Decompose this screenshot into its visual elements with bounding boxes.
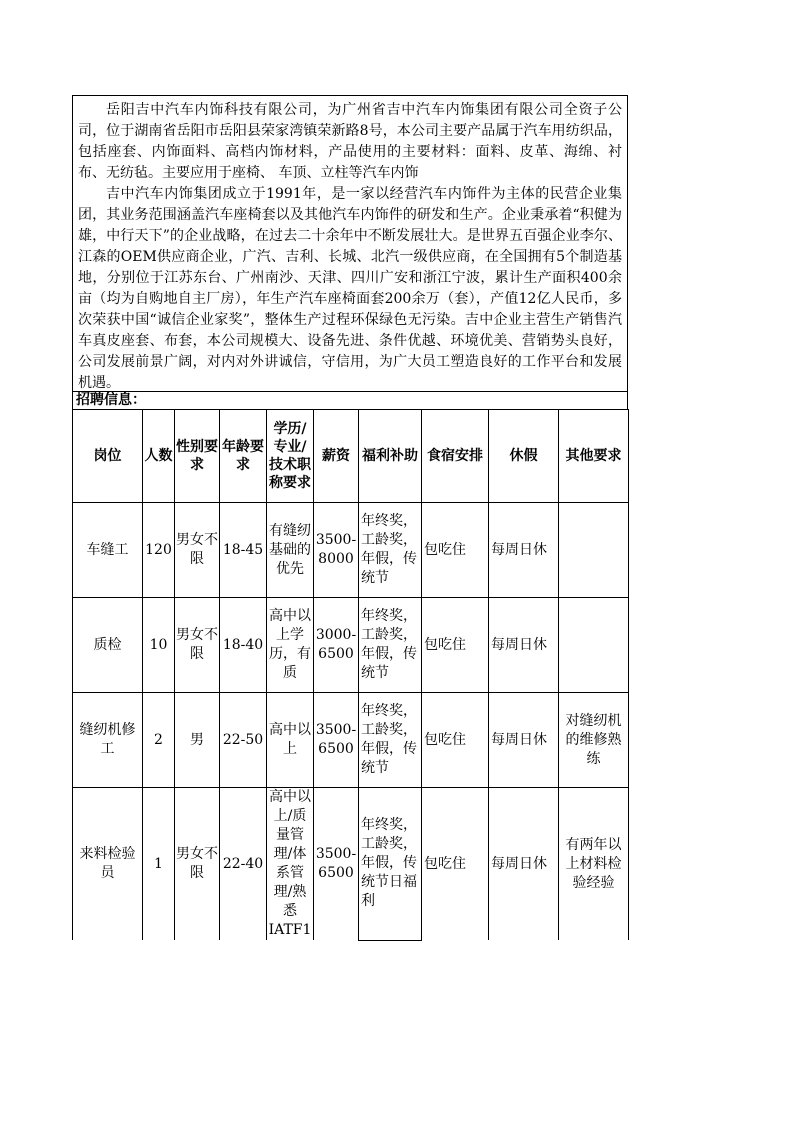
- cell-education-text: 有缝纫基础的优先: [269, 522, 311, 577]
- cell-welfare: [359, 503, 422, 598]
- cell-education: [267, 598, 314, 693]
- cell-count: 120: [143, 503, 175, 598]
- cell-count: 1: [143, 788, 175, 941]
- cell-meals: 包吃住: [422, 693, 489, 788]
- cell-welfare: [359, 693, 422, 788]
- cell-welfare: [359, 788, 422, 941]
- cell-leave: 每周日休: [489, 598, 559, 693]
- cell-salary: 3500-6500: [314, 693, 359, 788]
- cell-other: 对缝纫机的维修熟练: [559, 693, 629, 788]
- recruit-title: 招聘信息：: [72, 391, 628, 409]
- cell-meals: 包吃住: [422, 788, 489, 941]
- cell-other: [559, 598, 629, 693]
- cell-other: 有两年以上材料检验经验: [559, 788, 629, 941]
- cell-count: 2: [143, 693, 175, 788]
- table-row: [73, 788, 629, 941]
- intro-paragraph-2: 吉中汽车内饰集团成立于1991年，是一家以经营汽车内饰件为主体的民营企业集团，其业务范围涵盖汽车座椅套以及其他汽车内饰件的研发和生产。企业秉承着“积健为雄，中行天下”的企业战略，在过去二十余年中不断发展壮大。是世界五百强企业李尔、江森的OEM供应商企业，广汽、吉利、长城、北汽一级供应商，在全国拥有5个制造基地，分别位于江苏东台、广州南沙、天津、四川广安和浙江宁波，累计生产面积400余亩（均为自购地自主厂房），年生产汽车座椅面套200余万（套），产值12亿人民币，多次荣获中国“诚信企业家奖”，整体生产过程环保绿色无污染。吉中企业主营生产销售汽车真皮座套、布套，本公司规模大、设备先进、条件优越、环境优美、营销势头良好，公司发展前景广阔，对内对外讲诚信，守信用，为广大员工塑造良好的工作平台和发展机遇。: [78, 186, 622, 391]
- cell-education: [267, 788, 314, 941]
- cell-gender: 男女不限: [175, 788, 220, 941]
- company-intro: [72, 95, 628, 391]
- cell-position: 缝纫机修工: [73, 693, 143, 788]
- cell-salary: 3500-8000: [314, 503, 359, 598]
- cell-welfare: [359, 598, 422, 693]
- header-salary: 薪资: [314, 410, 359, 503]
- cell-education-text: 高中以上学历，有质: [269, 608, 311, 681]
- cell-count: 10: [143, 598, 175, 693]
- cell-education: [267, 503, 314, 598]
- header-education: 学历/专业/技术职称要求: [267, 410, 314, 503]
- header-leave: 休假: [489, 410, 559, 503]
- cell-education-text: 高中以上: [269, 722, 311, 757]
- header-count: 人数: [143, 410, 175, 503]
- cell-position: 车缝工: [73, 503, 143, 598]
- header-other: 其他要求: [559, 410, 629, 503]
- header-welfare: 福利补助: [359, 410, 422, 503]
- cell-position: 质检: [73, 598, 143, 693]
- table-row: [73, 693, 629, 788]
- header-gender: 性别要求: [175, 410, 220, 503]
- cell-salary: 3500-6500: [314, 788, 359, 941]
- cell-leave: 每周日休: [489, 693, 559, 788]
- cell-salary: 3000-6500: [314, 598, 359, 693]
- cell-welfare-text: 年终奖，工龄奖，年假，传统节: [361, 703, 417, 776]
- cell-welfare-text: 年终奖，工龄奖，年假，传统节日福利: [361, 817, 417, 910]
- cell-gender: 男: [175, 693, 220, 788]
- header-meals: 食宿安排: [422, 410, 489, 503]
- cell-welfare-text: 年终奖，工龄奖，年假，传统节: [361, 513, 417, 586]
- recruitment-table: [72, 409, 629, 941]
- intro-paragraph-1: 岳阳吉中汽车内饰科技有限公司，为广州省吉中汽车内饰集团有限公司全资子公司，位于湖南省岳阳市岳阳县荣家湾镇荣新路8号，本公司主要产品属于汽车用纺织品，包括座套、内饰面料、高档内饰材料，产品使用的主要材料：面料、皮革、海绵、衬布、无纺毡。主要应用于座椅、 车顶、立柱等汽车内饰: [78, 102, 622, 181]
- table-row: [73, 598, 629, 693]
- cell-position: 来料检验员: [73, 788, 143, 941]
- cell-education-text: 高中以上/质量管理/体系管理/熟悉IATF1: [268, 789, 312, 938]
- cell-gender: 男女不限: [175, 598, 220, 693]
- recruitment-sheet: [72, 95, 628, 941]
- cell-welfare-text: 年终奖，工龄奖，年假，传统节: [361, 608, 417, 681]
- cell-age: 18-45: [220, 503, 267, 598]
- cell-age: 22-40: [220, 788, 267, 941]
- cell-age: 18-40: [220, 598, 267, 693]
- cell-meals: 包吃住: [422, 503, 489, 598]
- cell-gender: 男女不限: [175, 503, 220, 598]
- header-position: 岗位: [73, 410, 143, 503]
- cell-other: [559, 503, 629, 598]
- header-age: 年龄要求: [220, 410, 267, 503]
- cell-meals: 包吃住: [422, 598, 489, 693]
- table-header-row: [73, 410, 629, 503]
- cell-leave: 每周日休: [489, 788, 559, 941]
- cell-education: [267, 693, 314, 788]
- table-row: [73, 503, 629, 598]
- cell-age: 22-50: [220, 693, 267, 788]
- cell-leave: 每周日休: [489, 503, 559, 598]
